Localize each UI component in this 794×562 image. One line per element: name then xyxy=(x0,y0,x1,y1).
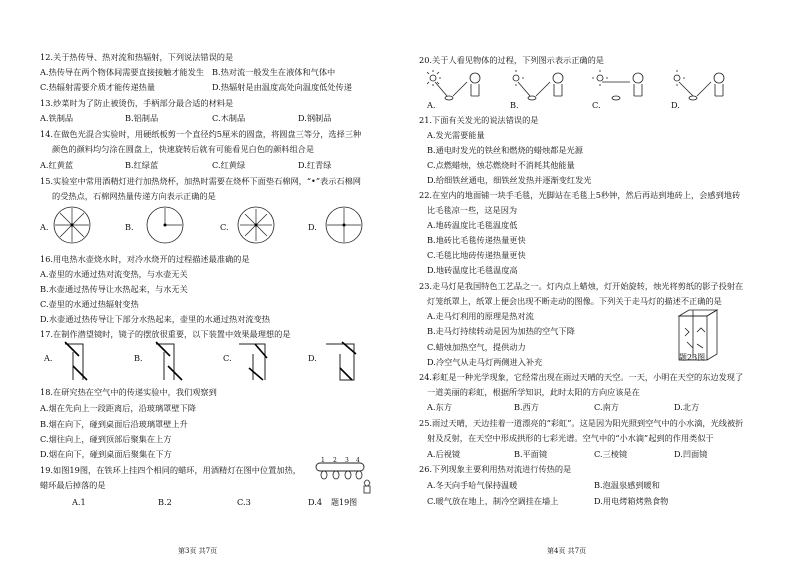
q14-option-a: A.红黄蓝 xyxy=(40,160,74,170)
q26-option-d: D.用电烤箱烤熟食物 xyxy=(594,496,669,506)
q23-option-d: D.冷空气从走马灯两侧进入补充 xyxy=(427,357,543,367)
q25-option-d: D.凹面镜 xyxy=(674,449,708,459)
left-page-footer: 第3页 共7页 xyxy=(178,547,218,555)
q20-diagram-b xyxy=(510,70,580,104)
q25-stem-line2: 射及反射，在天空中形成拱形的七彩光谱。空气中的“小水滴”起到的作用类似于 xyxy=(427,433,714,443)
q21-stem: 21.下面有关发光的说法错误的是 xyxy=(419,115,539,125)
q15-diagram-c xyxy=(236,205,276,245)
q12-stem: 12.关于热传导、热对流和热辐射，下列说法错误的是 xyxy=(40,52,234,62)
q18-option-c: C.烟往向上，碰到顶部后聚集在上方 xyxy=(40,434,172,444)
q16-stem: 16.用电热水壶烧水时，对冷水烧开的过程描述最准确的是 xyxy=(40,254,250,264)
q17-stem: 17.在制作潜望镜时，镜子的摆放很重要，以下装置中效果最理想的是 xyxy=(40,329,291,339)
q19-option-a: A.1 xyxy=(72,497,86,507)
q22-stem-line1: 22.在室内的地面铺一块手毛毯，光脚站在毛毯上5秒钟，然后再站到地砖上，会感到地砖 xyxy=(419,190,741,200)
q16-option-c: C.壶里的水通过热辐射变热 xyxy=(40,299,139,309)
q14-stem-line2: 颜色的颜料均匀涂在圆盘上，快速旋转后就有可能看见白色的颜料组合是 xyxy=(52,144,315,154)
q23-option-c: C.蜡烛加热空气，提供动力 xyxy=(427,342,526,352)
q14-option-d: D.红青绿 xyxy=(298,160,332,170)
q20-diagram-c xyxy=(592,70,662,104)
q18-option-b: B.烟在向下，碰到桌面后沿玻璃罩壁上升 xyxy=(40,419,188,429)
q21-option-b: B.通电时发光的铁丝和燃烧的蜡烛都是光源 xyxy=(427,145,583,155)
q12-option-c: C.热辐射需要介质才能传递热量 xyxy=(40,82,156,92)
q13-option-d: D.钢制品 xyxy=(298,113,332,123)
q26-option-b: B.泡温泉感到暖和 xyxy=(594,480,660,490)
q26-option-a: A.冬天向手哈气保持温暖 xyxy=(427,480,518,490)
q15-option-a: A. xyxy=(40,222,49,232)
q23-figure-label: 题23图 xyxy=(679,353,706,362)
q20-stem: 20.关于人看见物体的过程，下列图示表示正确的是 xyxy=(419,55,604,65)
q18-option-d: D.烟在向下，碰到桌面后聚集在下方 xyxy=(40,449,172,459)
q22-option-b: B.地砖比毛毯传递热量更快 xyxy=(427,235,526,245)
q19-stem-line2: 蜡环最后掉落的是 xyxy=(40,480,106,490)
q21-option-d: D.给细铁丝通电，细铁丝发热并逐渐变红发光 xyxy=(427,175,592,185)
q25-option-b: B.平面镜 xyxy=(514,449,548,459)
q13-option-a: A.铁制品 xyxy=(40,113,74,123)
q23-option-b: B.走马灯持续转动是因为加热的空气下降 xyxy=(427,326,575,336)
q24-option-c: C.南方 xyxy=(594,402,619,412)
q20-option-c: C. xyxy=(592,100,601,110)
q15-option-d: D. xyxy=(308,222,317,232)
q21-option-c: C.点燃蜡烛，烛芯燃烧时不消耗其他能量 xyxy=(427,160,575,170)
q17-periscope-d xyxy=(320,340,370,382)
q16-option-d: D.水壶通过热传导让下部分水热起来，壶里的水通过热对流变热 xyxy=(40,314,270,324)
q13-option-c: C.木制品 xyxy=(212,113,246,123)
q12-option-b: B.热对流一般发生在液体和气体中 xyxy=(212,67,336,77)
q19-option-c: C.3 xyxy=(237,497,251,507)
q15-option-c: C. xyxy=(220,222,229,232)
q13-stem: 13.炒菜时为了防止被烫伤，手柄部分最合适的材料是 xyxy=(40,98,234,108)
q24-stem-line1: 24.彩虹是一种光学现象，它经常出现在雨过天晴的天空。一天，小明在天空的东边发现了 xyxy=(419,372,744,382)
q12-option-d: D.热辐射是由温度高处向温度低处传递 xyxy=(212,82,352,92)
q15-stem-line1: 15.实验室中常用酒精灯进行加热烧杯，加热时需要在烧杯下面垫石棉网，“•”表示石棉网 xyxy=(40,176,361,186)
q23-stem-line2: 灯笼纸罩上，纸罩上便会出现不断走动的图像。下列关于走马灯的描述不正确的是 xyxy=(427,296,722,306)
q12-option-a: A.热传导在两个物体间需要直接接触才能发生 xyxy=(40,67,205,77)
q17-option-d: D. xyxy=(308,353,317,363)
q20-option-b: B. xyxy=(510,100,519,110)
q19-option-b: B.2 xyxy=(158,497,172,507)
q21-option-a: A.发光需要能量 xyxy=(427,130,485,140)
q24-stem-line2: 一道美丽的彩虹，根据所学知识，此时太阳的方向应该是在 xyxy=(427,387,640,397)
q17-option-a: A. xyxy=(44,353,53,363)
q24-option-b: B.西方 xyxy=(514,402,539,412)
q19-figure-label: 题19图 xyxy=(331,498,358,507)
q20-diagram-d xyxy=(671,70,741,104)
q22-option-d: D.地砖温度比毛毯温度高 xyxy=(427,265,518,275)
q15-diagram-b xyxy=(145,205,185,245)
q23-option-a: A.走马灯利用的原理是热对流 xyxy=(427,311,534,321)
q14-option-b: B.红绿蓝 xyxy=(125,160,159,170)
q26-stem: 26.下列现象主要利用热对流进行传热的是 xyxy=(419,464,572,474)
q14-stem-line1: 14.在做色光混合实验时，用硬纸板剪一个直径约5厘米的圆盘，将圆盘三等分，选择三种 xyxy=(40,129,362,139)
q16-option-a: A.壶里的水通过热对流变热，与水壶无关 xyxy=(40,269,188,279)
q18-stem: 18.在研究热在空气中的传递实验中，我们观察到 xyxy=(40,387,217,397)
q19-ring-1-label: 1 xyxy=(321,457,325,464)
q22-stem-line2: 比毛毯凉一些，这是因为 xyxy=(427,205,518,215)
q24-option-d: D.北方 xyxy=(674,402,700,412)
q16-option-b: B.水壶通过热传导让水热起来，与水无关 xyxy=(40,284,188,294)
q13-option-b: B.铝制品 xyxy=(125,113,159,123)
q15-diagram-a xyxy=(52,205,92,245)
q17-option-c: C. xyxy=(223,353,232,363)
q19-ring-2-label: 2 xyxy=(333,457,337,464)
q24-option-a: A.东方 xyxy=(427,402,452,412)
q22-option-a: A.地砖温度比毛毯温度低 xyxy=(427,220,518,230)
q19-stem-line1: 19.如图19图，在铁环上挂四个相同的蜡环，用酒精灯在图中位置加热， xyxy=(40,465,301,475)
q15-stem-line2: 的受热点，石棉网热量传递方向表示正确的是 xyxy=(52,191,216,201)
q15-diagram-d xyxy=(324,205,364,245)
q20-option-a: A. xyxy=(427,100,436,110)
q23-stem-line1: 23.走马灯是我国特色工艺品之一。灯内点上蜡烛，灯开始旋转，烛光将剪纸的影子投射在 xyxy=(419,281,744,291)
right-page xyxy=(397,0,794,562)
q14-option-c: C.红黄绿 xyxy=(212,160,246,170)
q17-periscope-a xyxy=(55,340,105,382)
right-page-footer: 第4页 共7页 xyxy=(547,547,587,555)
q26-option-c: C.暖气放在地上，制冷空调挂在墙上 xyxy=(427,496,559,506)
q17-option-b: B. xyxy=(134,353,143,363)
q20-option-d: D. xyxy=(671,100,680,110)
q19-option-d: D.4 xyxy=(308,497,323,507)
q25-option-c: C.三棱镜 xyxy=(594,449,628,459)
q25-option-a: A.后视镜 xyxy=(427,449,461,459)
q20-diagram-a xyxy=(427,70,497,104)
q25-stem-line1: 25.雨过天晴，天边挂着一道漂亮的“彩虹”。这是因为阳光照到空气中的小水滴，光线被折 xyxy=(419,418,744,428)
q22-option-c: C.毛毯比地砖传递热量更快 xyxy=(427,250,526,260)
q17-periscope-b xyxy=(148,340,198,382)
q18-option-a: A.烟在先向上一段距离后，沿玻璃罩壁下降 xyxy=(40,403,196,413)
q19-ring-3-label: 3 xyxy=(345,457,349,464)
q17-periscope-c xyxy=(235,340,285,382)
q19-ring-4-label: 4 xyxy=(356,457,360,464)
q15-option-b: B. xyxy=(125,222,134,232)
